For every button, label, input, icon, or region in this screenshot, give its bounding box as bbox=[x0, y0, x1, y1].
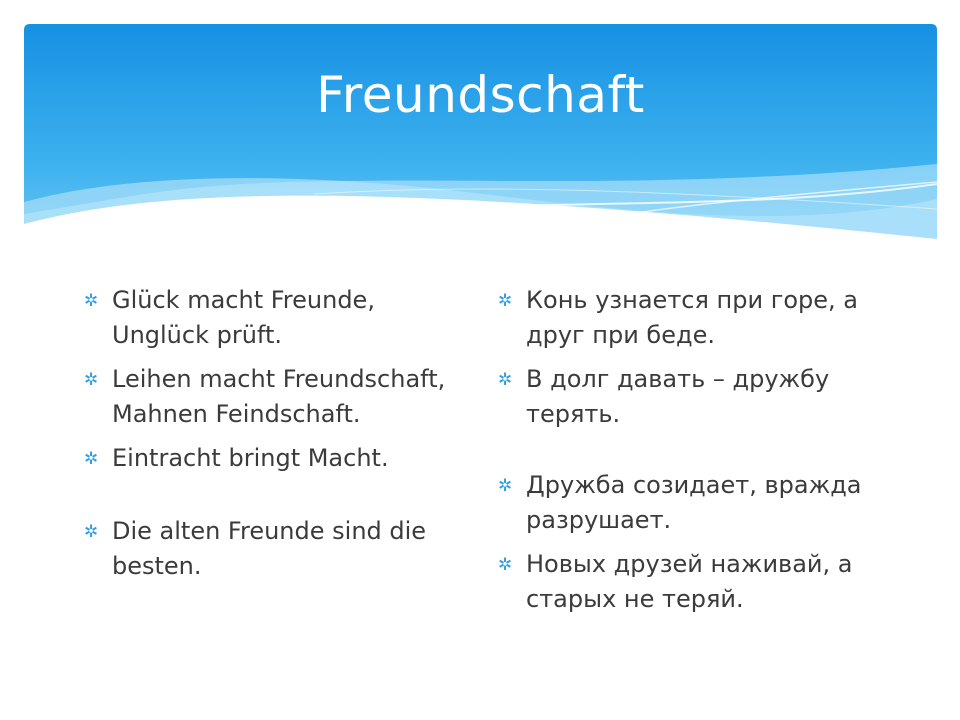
slide-title: Freundschaft bbox=[316, 66, 645, 124]
proverb-text: Конь узнается при горе, а друг при беде. bbox=[526, 286, 858, 349]
proverb-text: Дружба созидает, вражда разрушает. bbox=[526, 471, 862, 534]
list-item bbox=[498, 547, 878, 617]
list-item bbox=[84, 514, 474, 584]
asterisk-icon: ✲ bbox=[84, 449, 99, 469]
asterisk-icon: ✲ bbox=[84, 522, 99, 542]
list-item bbox=[84, 441, 474, 476]
proverb-text: Glück macht Freunde, Unglück prüft. bbox=[112, 286, 375, 349]
list-item bbox=[84, 283, 474, 353]
list-item bbox=[498, 362, 878, 432]
russian-proverbs-list bbox=[498, 283, 878, 626]
proverb-text: В долг давать – дружбу терять. bbox=[526, 365, 830, 428]
asterisk-icon: ✲ bbox=[498, 555, 513, 575]
proverb-text: Новых друзей наживай, а старых не теряй. bbox=[526, 550, 853, 613]
list-item bbox=[84, 362, 474, 432]
asterisk-icon: ✲ bbox=[498, 291, 513, 311]
asterisk-icon: ✲ bbox=[84, 291, 99, 311]
proverb-text: Die alten Freunde sind die besten. bbox=[112, 517, 427, 580]
proverb-text: Eintracht bringt Macht. bbox=[112, 444, 389, 472]
title-banner bbox=[24, 24, 937, 274]
german-proverbs-list bbox=[84, 283, 474, 593]
list-item bbox=[498, 468, 878, 538]
proverb-text: Leihen macht Freundschaft, Mahnen Feindschaft. bbox=[112, 365, 446, 428]
asterisk-icon: ✲ bbox=[84, 370, 99, 390]
asterisk-icon: ✲ bbox=[498, 476, 513, 496]
list-item bbox=[498, 283, 878, 353]
asterisk-icon: ✲ bbox=[498, 370, 513, 390]
